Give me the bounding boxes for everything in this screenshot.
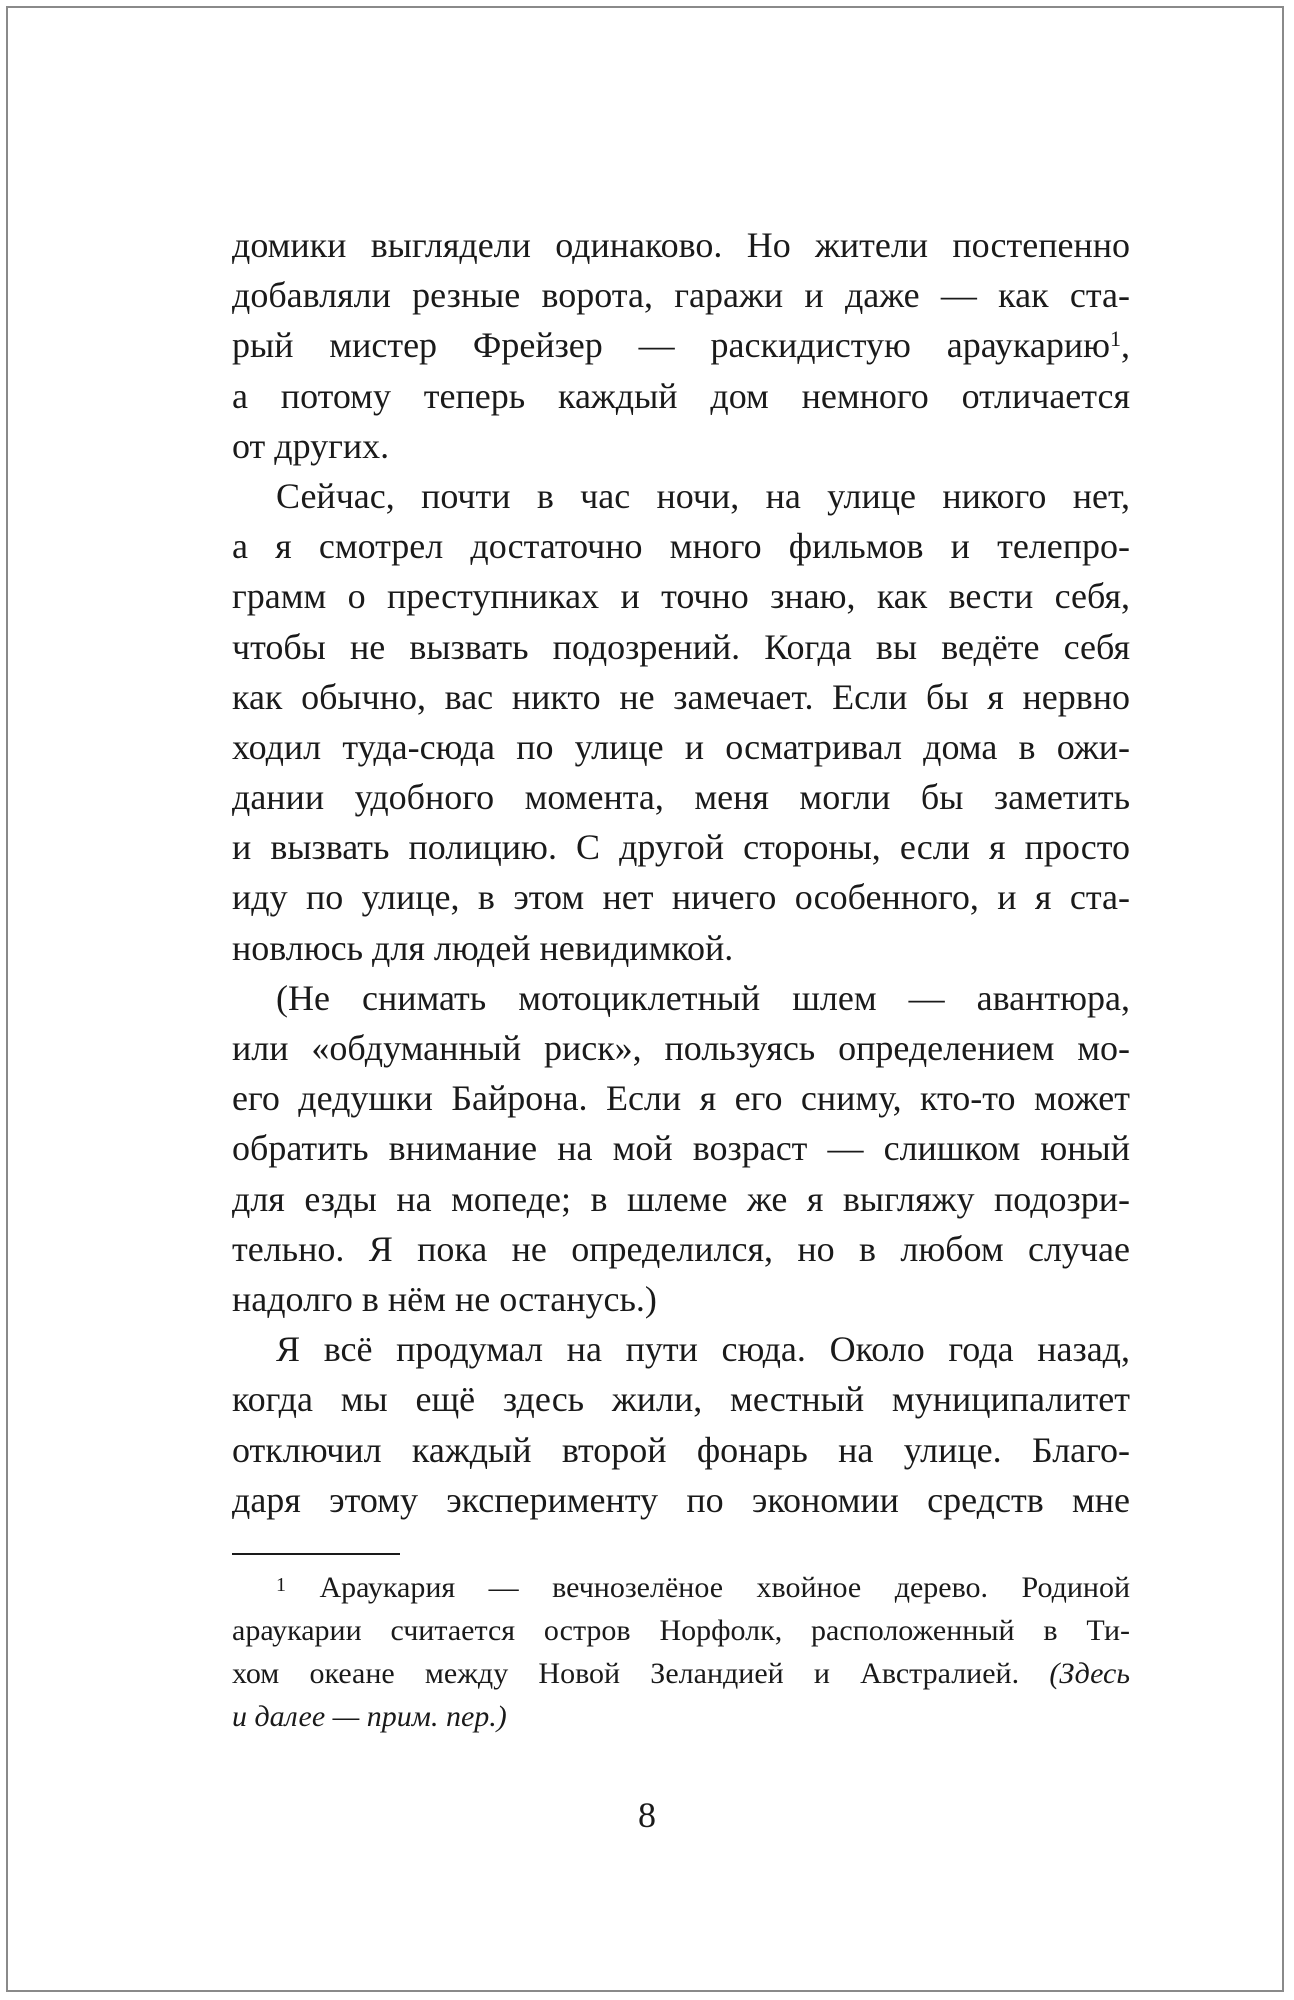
footnote-italic-text: и далее — прим. пер.) bbox=[232, 1700, 507, 1733]
text-line: его дедушки Байрона. Если я его сниму, кто-то может bbox=[232, 1078, 1130, 1119]
footnote-line bbox=[232, 1566, 1130, 1609]
text-line: для езды на мопеде; в шлеме же я выгляжу подозри- bbox=[232, 1178, 1130, 1219]
paragraph-2 bbox=[232, 471, 1130, 973]
footnote-line bbox=[232, 1695, 1130, 1738]
paragraph-1 bbox=[232, 220, 1130, 471]
footnote bbox=[232, 1566, 1130, 1738]
text-line: обратить внимание на мой возраст — слишком юный bbox=[232, 1128, 1130, 1169]
text-line: или «обдуманный риск», пользуясь определением мо- bbox=[232, 1028, 1130, 1068]
text-line: и вызвать полицию. С другой стороны, если я просто bbox=[232, 827, 1130, 868]
text-line: домики выглядели одинаково. Но жители постепенно bbox=[232, 225, 1130, 265]
text-line: а потому теперь каждый дом немного отличается bbox=[232, 375, 1130, 416]
text-line-with-footnote-ref bbox=[232, 320, 1130, 370]
text-line: Сейчас, почти в час ночи, на улице никого нет, bbox=[276, 475, 1130, 516]
text-line: грамм о преступниках и точно знаю, как вести себя, bbox=[232, 576, 1130, 617]
text-line: а я смотрел достаточно много фильмов и телепро- bbox=[232, 526, 1130, 567]
text-line: дании удобного момента, меня могли бы заметить bbox=[232, 777, 1130, 818]
footnote-line: араукарии считается остров Норфолк, расположенный в Ти- bbox=[232, 1614, 1130, 1647]
text-line: чтобы не вызвать подозрений. Когда вы ведёте себя bbox=[232, 626, 1130, 667]
text-line: (Не снимать мотоциклетный шлем — авантюра, bbox=[276, 977, 1130, 1018]
paragraph-3 bbox=[232, 973, 1130, 1324]
text-line: Я всё продумал на пути сюда. Около года назад, bbox=[276, 1329, 1130, 1370]
text-line: иду по улице, в этом нет ничего особенного, и я ста- bbox=[232, 877, 1130, 918]
text-line: отключил каждый второй фонарь на улице. Благо- bbox=[232, 1429, 1130, 1470]
text-line: новлюсь для людей невидимкой. bbox=[232, 927, 734, 968]
footnote-reference[interactable]: 1 bbox=[1110, 326, 1121, 352]
footnote-text: Араукария — вечнозелёное хвойное дерево. Родиной bbox=[319, 1571, 1130, 1604]
footnote-separator bbox=[232, 1553, 400, 1555]
text-line: даря этому эксперименту по экономии средств мне bbox=[232, 1479, 1130, 1520]
page-number: 8 bbox=[638, 1795, 656, 1835]
footnote-marker: 1 bbox=[276, 1574, 286, 1596]
text-line: надолго в нём не останусь.) bbox=[232, 1278, 657, 1319]
paragraph-4 bbox=[232, 1324, 1130, 1525]
footnote-line bbox=[232, 1652, 1130, 1695]
text-line: тельно. Я пока не определился, но в любом случае bbox=[232, 1228, 1130, 1269]
text-line: ходил туда-сюда по улице и осматривал дома в ожи- bbox=[232, 726, 1130, 767]
text-segment: рый мистер Фрейзер — раскидистую араукарию bbox=[232, 325, 1110, 366]
text-line: добавляли резные ворота, гаражи и даже — как ста- bbox=[232, 275, 1130, 316]
body-text bbox=[232, 220, 1130, 1525]
text-line: как обычно, вас никто не замечает. Если бы я нервно bbox=[232, 676, 1130, 717]
footnote-text: хом океане между Новой Зеландией и Австралией. bbox=[232, 1657, 1020, 1690]
text-segment: , bbox=[1121, 325, 1130, 366]
text-line: когда мы ещё здесь жили, местный муниципалитет bbox=[232, 1379, 1130, 1420]
footnote-italic-text: (Здесь bbox=[1049, 1657, 1130, 1690]
text-line: от других. bbox=[232, 425, 390, 466]
